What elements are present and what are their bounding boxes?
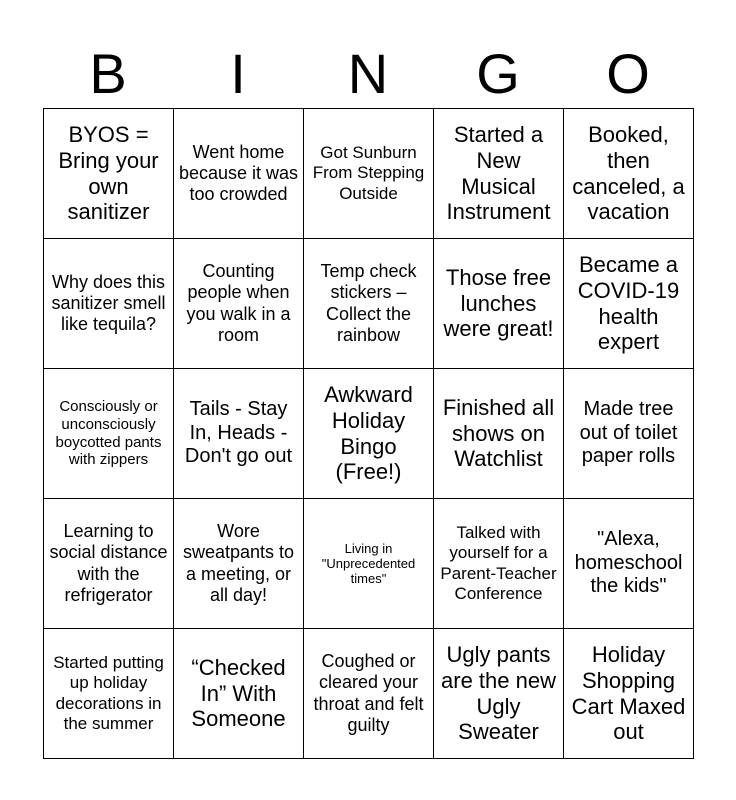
bingo-cell: Got Sunburn From Stepping Outside bbox=[304, 109, 434, 239]
bingo-cell: Temp check stickers – Collect the rainbow bbox=[304, 239, 434, 369]
bingo-cell: Learning to social distance with the refrigerator bbox=[44, 499, 174, 629]
bingo-cell: BYOS = Bring your own sanitizer bbox=[44, 109, 174, 239]
bingo-cell: Wore sweatpants to a meeting, or all day! bbox=[174, 499, 304, 629]
bingo-cell: Went home because it was too crowded bbox=[174, 109, 304, 239]
bingo-row bbox=[44, 499, 694, 629]
bingo-cell: “Checked In” With Someone bbox=[174, 629, 304, 759]
bingo-cell: Living in "Unprecedented times" bbox=[304, 499, 434, 629]
bingo-row bbox=[44, 369, 694, 499]
bingo-cell: Booked, then canceled, a vacation bbox=[564, 109, 694, 239]
bingo-cell: Ugly pants are the new Ugly Sweater bbox=[434, 629, 564, 759]
bingo-cell: Started putting up holiday decorations in the summer bbox=[44, 629, 174, 759]
bingo-cell: Finished all shows on Watchlist bbox=[434, 369, 564, 499]
bingo-cell: Counting people when you walk in a room bbox=[174, 239, 304, 369]
bingo-card bbox=[43, 108, 694, 759]
bingo-cell: Coughed or cleared your throat and felt guilty bbox=[304, 629, 434, 759]
bingo-header bbox=[43, 40, 693, 108]
header-letter-n: N bbox=[347, 42, 389, 105]
bingo-row bbox=[44, 109, 694, 239]
header-letter-i: I bbox=[230, 42, 246, 105]
bingo-cell: Talked with yourself for a Parent-Teacher Conference bbox=[434, 499, 564, 629]
bingo-cell: Made tree out of toilet paper rolls bbox=[564, 369, 694, 499]
bingo-cell: Holiday Shopping Cart Maxed out bbox=[564, 629, 694, 759]
bingo-cell: Those free lunches were great! bbox=[434, 239, 564, 369]
header-letter-b: B bbox=[89, 42, 127, 105]
bingo-cell: Became a COVID-19 health expert bbox=[564, 239, 694, 369]
bingo-row bbox=[44, 239, 694, 369]
bingo-cell: Consciously or unconsciously boycotted pants with zippers bbox=[44, 369, 174, 499]
bingo-cell: Tails - Stay In, Heads - Don't go out bbox=[174, 369, 304, 499]
bingo-row bbox=[44, 629, 694, 759]
bingo-cell: "Alexa, homeschool the kids" bbox=[564, 499, 694, 629]
bingo-cell: Started a New Musical Instrument bbox=[434, 109, 564, 239]
header-letter-o: O bbox=[606, 42, 650, 105]
header-letter-g: G bbox=[476, 42, 520, 105]
bingo-cell: Why does this sanitizer smell like tequila? bbox=[44, 239, 174, 369]
bingo-cell: Awkward Holiday Bingo (Free!) bbox=[304, 369, 434, 499]
